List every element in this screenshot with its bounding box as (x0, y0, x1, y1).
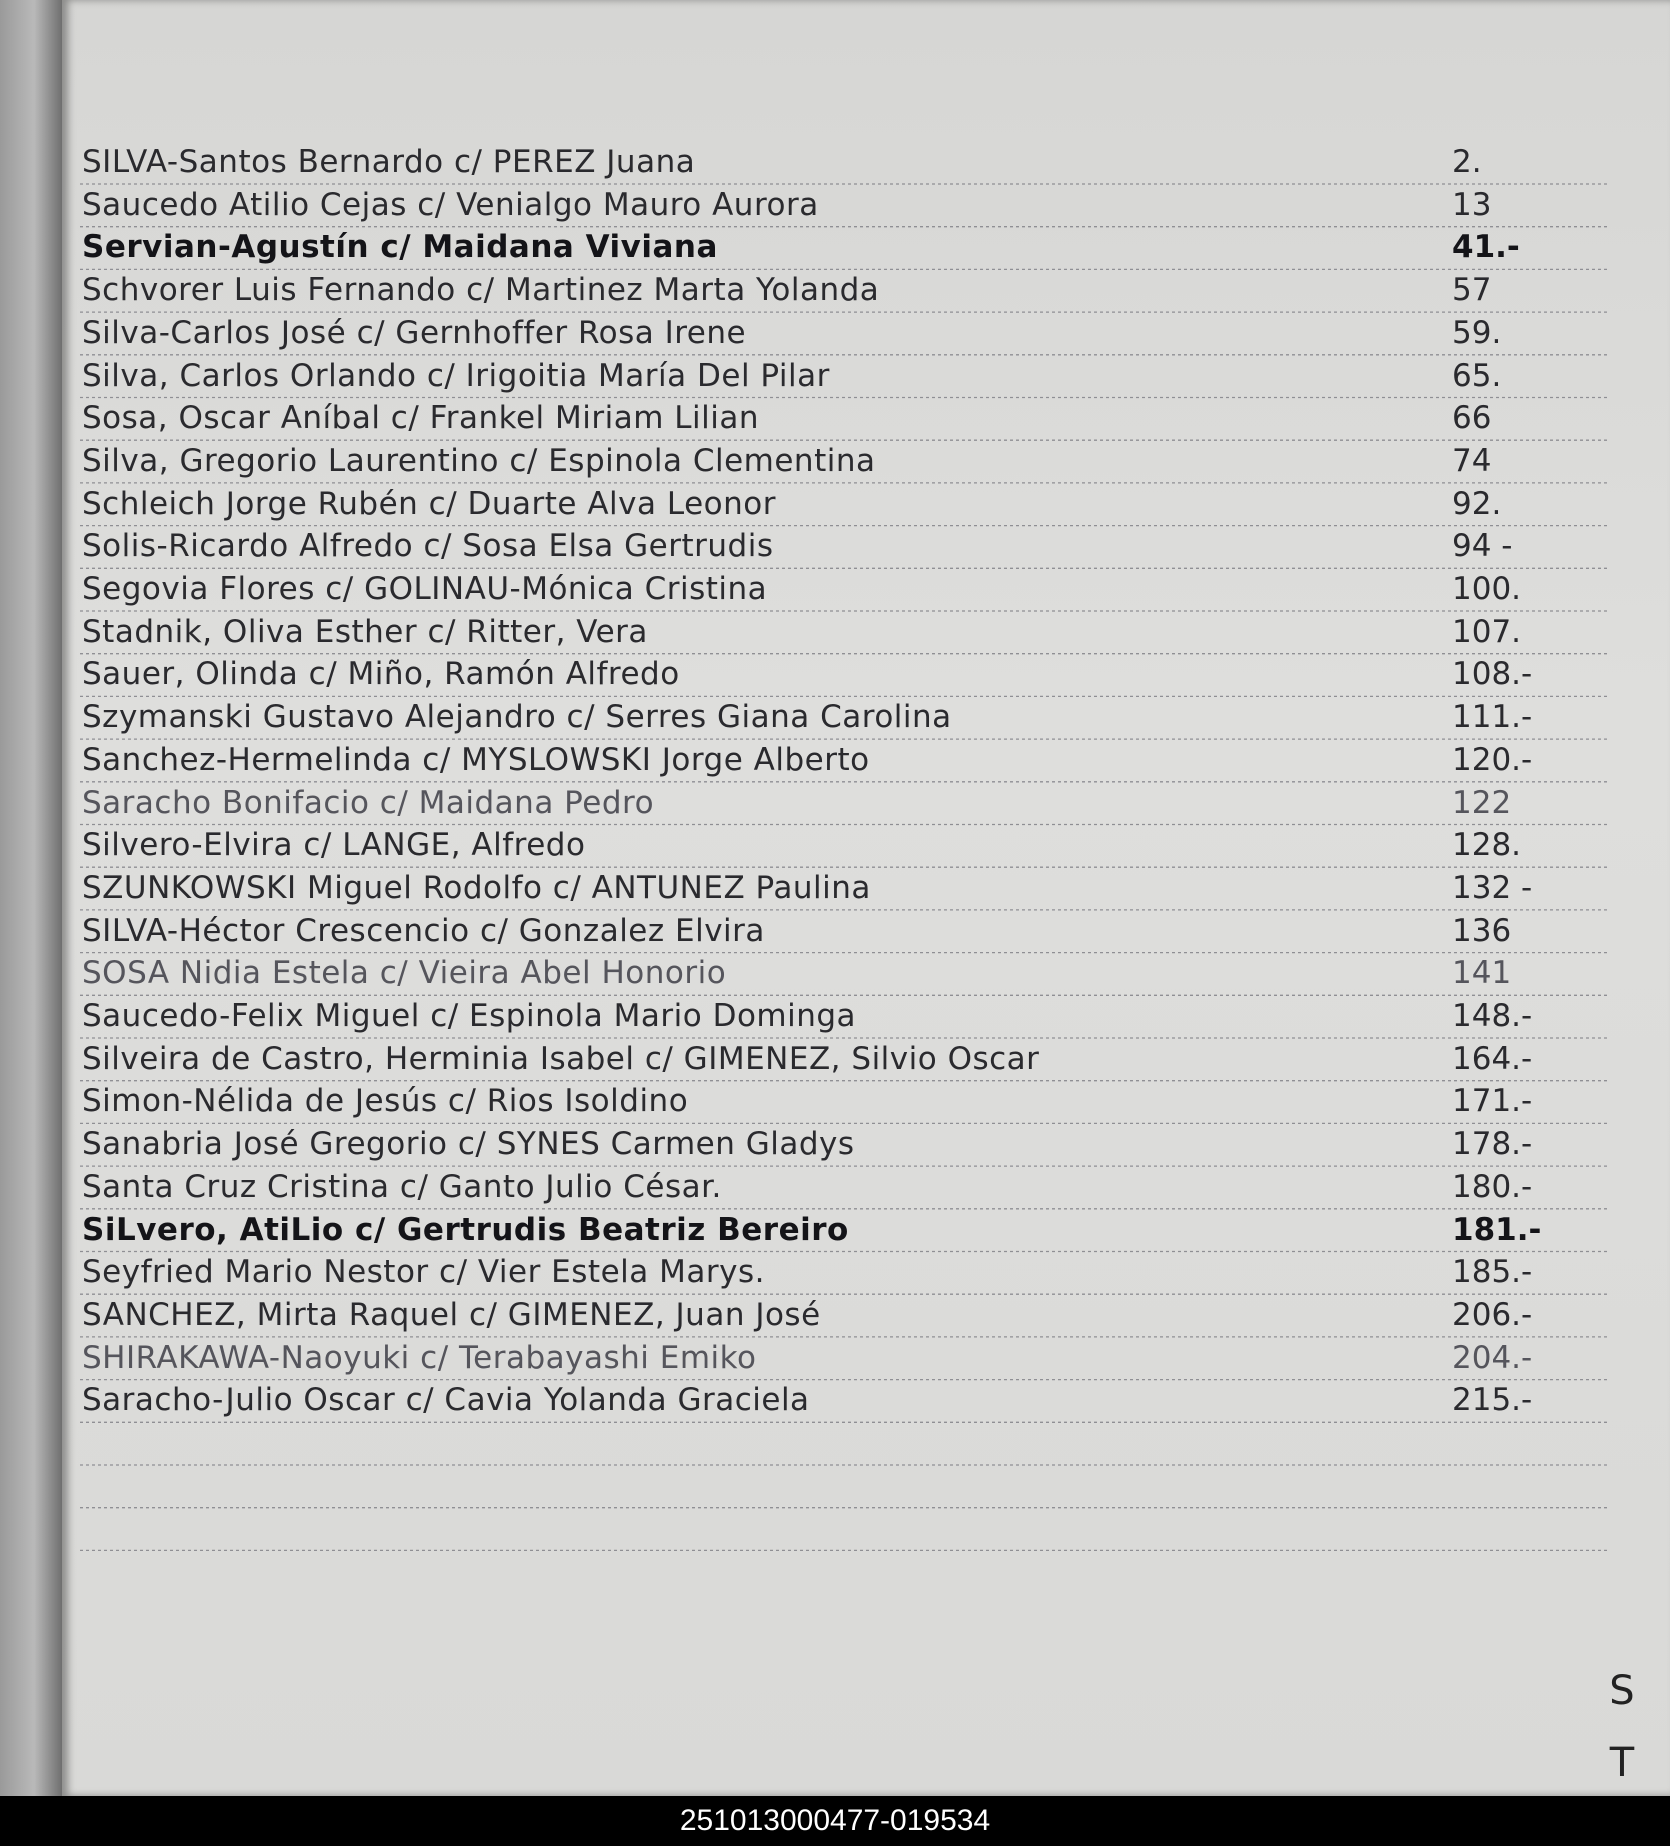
entry-page-number: 111.- (1452, 699, 1533, 736)
entry-names: SOSA Nidia Estela c/ Vieira Abel Honorio (82, 955, 727, 992)
entry-names: SHIRAKAWA-Naoyuki c/ Terabayashi Emiko (82, 1339, 757, 1376)
entry-names: Silva, Carlos Orlando c/ Irigoitia María Del Pilar (82, 357, 830, 394)
register-entry (82, 140, 1622, 184)
register-entry (82, 439, 1622, 483)
entry-page-number: 181.- (1452, 1211, 1542, 1248)
entry-names: Szymanski Gustavo Alejandro c/ Serres Giana Carolina (82, 699, 952, 736)
index-tab-next: T (1609, 1740, 1635, 1786)
register-entry (82, 183, 1622, 227)
entry-names: SANCHEZ, Mirta Raquel c/ GIMENEZ, Juan José (82, 1296, 821, 1333)
register-entry (82, 695, 1622, 739)
register-entry (82, 1037, 1622, 1081)
entry-names: Schleich Jorge Rubén c/ Duarte Alva Leonor (82, 485, 776, 522)
entry-names: Sauer, Olinda c/ Miño, Ramón Alfredo (82, 656, 680, 693)
entry-page-number: 204.- (1452, 1339, 1533, 1376)
entry-names: Sanabria José Gregorio c/ SYNES Carmen Gladys (82, 1126, 855, 1163)
register-entry (82, 354, 1622, 398)
entry-names: SILVA-Santos Bernardo c/ PEREZ Juana (82, 144, 696, 180)
entry-names: Santa Cruz Cristina c/ Ganto Julio César. (82, 1168, 722, 1205)
ledger-page (62, 0, 1670, 1796)
index-tab-current: S (1609, 1668, 1635, 1714)
entry-page-number: 74 (1452, 442, 1492, 479)
entry-page-number: 122 (1452, 784, 1512, 821)
entry-page-number: 41.- (1452, 229, 1520, 266)
register-entry (82, 396, 1622, 440)
entry-page-number: 120.- (1452, 741, 1533, 778)
register-entry (82, 994, 1622, 1038)
register-entry (82, 610, 1622, 654)
register-entry (82, 909, 1622, 953)
entry-names: Seyfried Mario Nestor c/ Vier Estela Marys. (82, 1254, 765, 1291)
entry-page-number: 94 - (1452, 528, 1513, 565)
entry-page-number: 215.- (1452, 1382, 1533, 1419)
entry-names: Saracho Bonifacio c/ Maidana Pedro (82, 784, 655, 821)
entry-names: Silvero-Elvira c/ LANGE, Alfredo (82, 827, 586, 864)
register-entry (82, 866, 1622, 910)
register-entry (82, 951, 1622, 995)
entry-page-number: 65. (1452, 357, 1502, 394)
entry-page-number: 2. (1452, 144, 1482, 180)
entry-page-number: 136 (1452, 912, 1512, 949)
entry-names: Stadnik, Oliva Esther c/ Ritter, Vera (82, 613, 648, 650)
entry-names: Silva-Carlos José c/ Gernhoffer Rosa Irene (82, 314, 747, 351)
entry-page-number: 100. (1452, 571, 1522, 607)
entry-names: Solis-Ricardo Alfredo c/ Sosa Elsa Gertrudis (82, 528, 774, 565)
register-entry (82, 1293, 1622, 1337)
entry-names: SZUNKOWSKI Miguel Rodolfo c/ ANTUNEZ Paulina (82, 869, 871, 906)
entry-names: Saracho-Julio Oscar c/ Cavia Yolanda Graciela (82, 1382, 810, 1419)
entry-names: Simon-Nélida de Jesús c/ Rios Isoldino (82, 1083, 689, 1120)
entry-page-number: 164.- (1452, 1040, 1533, 1077)
register-entry (82, 567, 1622, 611)
entry-page-number: 141 (1452, 955, 1512, 992)
entry-names: Saucedo Atilio Cejas c/ Venialgo Mauro Aurora (82, 186, 819, 223)
entry-names: Sosa, Oscar Aníbal c/ Frankel Miriam Lilian (82, 400, 760, 437)
entry-names: Silveira de Castro, Herminia Isabel c/ GIMENEZ, Silvio Oscar (82, 1040, 1040, 1077)
entry-page-number: 206.- (1452, 1296, 1533, 1333)
entry-names: Servian-Agustín c/ Maidana Viviana (82, 229, 718, 266)
entry-names: Saucedo-Felix Miguel c/ Espinola Mario Dominga (82, 998, 857, 1034)
entry-page-number: 57 (1452, 272, 1492, 309)
entry-page-number: 180.- (1452, 1168, 1533, 1205)
register-entry (82, 311, 1622, 355)
register-entry (82, 1250, 1622, 1294)
register-entry (82, 738, 1622, 782)
register-entry (82, 1079, 1622, 1123)
entry-page-number: 108.- (1452, 656, 1533, 693)
entry-page-number: 92. (1452, 485, 1502, 522)
entry-page-number: 178.- (1452, 1126, 1533, 1163)
register-entry (82, 225, 1622, 269)
register-entry (82, 268, 1622, 312)
register-entry (82, 482, 1622, 526)
entry-page-number: 128. (1452, 827, 1522, 864)
entry-page-number: 107. (1452, 613, 1522, 650)
register-entry (82, 1378, 1622, 1422)
entry-names: Segovia Flores c/ GOLINAU-Mónica Cristina (82, 571, 768, 607)
register-entry (82, 823, 1622, 867)
entry-names: SiLvero, AtiLio c/ Gertrudis Beatriz Bereiro (82, 1211, 849, 1248)
entry-page-number: 148.- (1452, 998, 1533, 1034)
entry-page-number: 66 (1452, 400, 1492, 437)
entry-names: SILVA-Héctor Crescencio c/ Gonzalez Elvira (82, 912, 765, 949)
entry-page-number: 185.- (1452, 1254, 1533, 1291)
entry-page-number: 132 - (1452, 869, 1533, 906)
register-entry (82, 781, 1622, 825)
document-id: 251013000477-019534 (679, 1804, 991, 1837)
footer-bar (0, 1796, 1670, 1846)
register-entry (82, 1336, 1622, 1380)
entry-page-number: 13 (1452, 186, 1492, 223)
book-binding (0, 0, 62, 1796)
entry-names: Schvorer Luis Fernando c/ Martinez Marta Yolanda (82, 272, 880, 309)
entry-page-number: 59. (1452, 314, 1502, 351)
register-entry (82, 1122, 1622, 1166)
register-entry (82, 524, 1622, 568)
entry-names: Sanchez-Hermelinda c/ MYSLOWSKI Jorge Alberto (82, 741, 870, 778)
entry-page-number: 171.- (1452, 1083, 1533, 1120)
register-entry (82, 1165, 1622, 1209)
register-entry (82, 652, 1622, 696)
register-entry (82, 1208, 1622, 1252)
entry-names: Silva, Gregorio Laurentino c/ Espinola Clementina (82, 442, 876, 479)
